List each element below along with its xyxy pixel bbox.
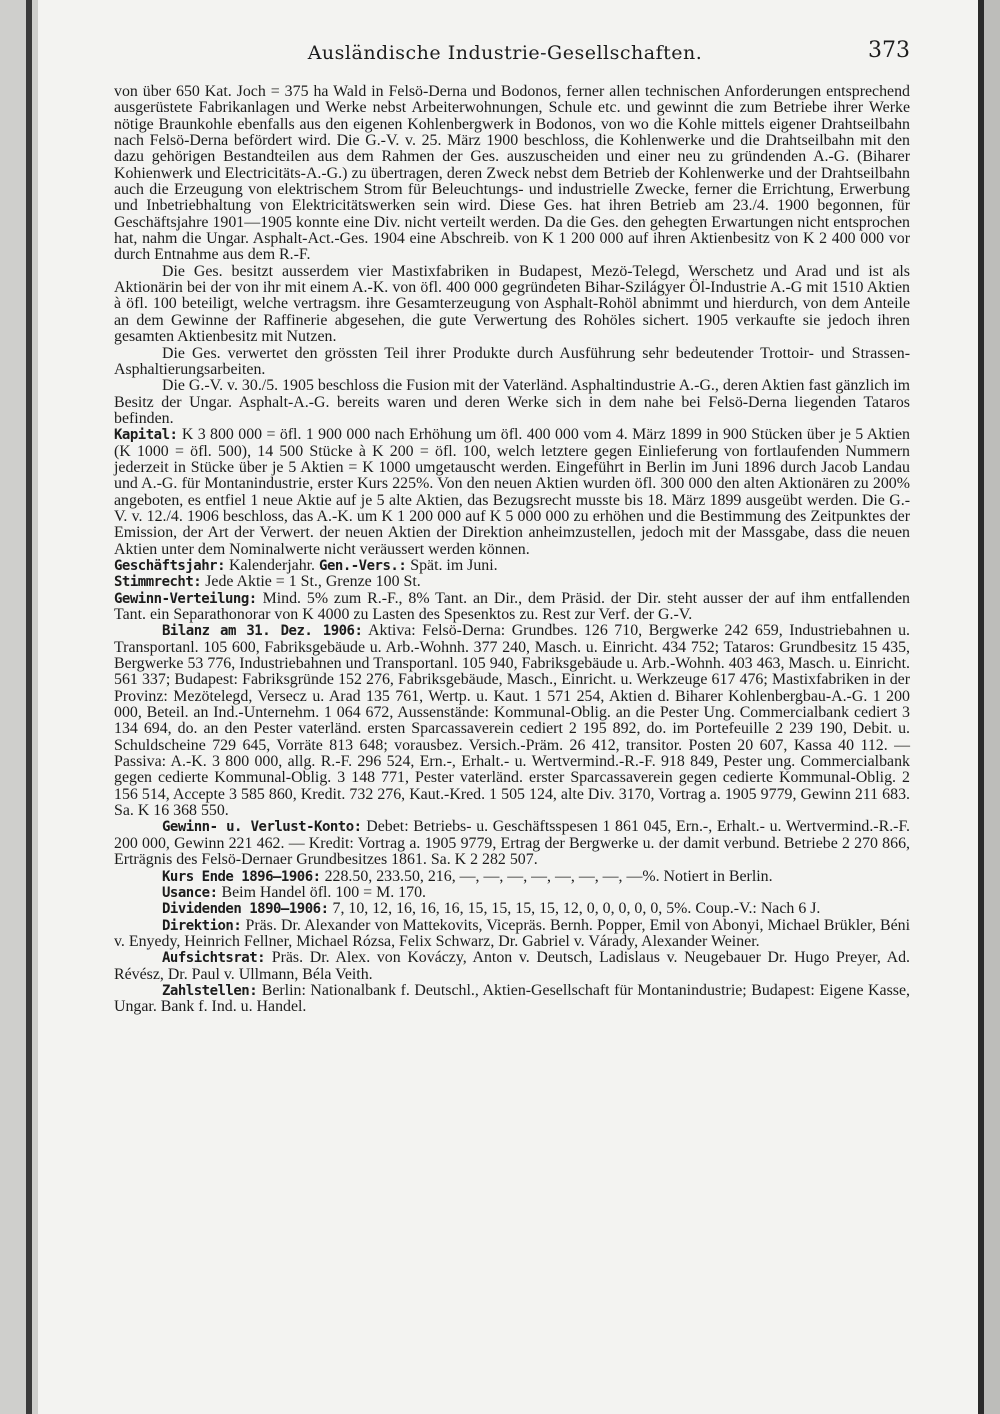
label-guv: Gewinn- u. Verlust-Konto: <box>162 819 362 836</box>
text-dividenden: 7, 10, 12, 16, 16, 16, 15, 15, 15, 15, 12, 0, 0, 0, 0, 0, 5%. Coup.-V.: Nach 6 J. <box>332 900 821 918</box>
label-zahlstellen: Zahlstellen: <box>162 982 258 999</box>
paragraph-fusion: Die G.-V. v. 30./5. 1905 beschloss die Fusion mit der Vaterländ. Asphaltindustrie A.-G., deren Aktien fast gänzlich im Besitz der Ungar. Asphalt-A.-G. bereits waren und deren Werke sich in dem nahe bei Felsö-Derna liegenden Tataros befinden. <box>114 377 910 427</box>
text-gewinnverteilung: Mind. 5% zum R.-F., 8% Tant. an Dir., dem Präsid. der Dir. steht ausser der auf ihm entfallenden Tant. ein Separathonorar von K 4000 zu Lasten des Spesenktos zu. Rest zur Verf. der G.-V. <box>114 589 910 623</box>
running-title: Ausländische Industrie-Gesellschaften. <box>307 42 703 64</box>
label-gewinnverteilung: Gewinn-Verteilung: <box>114 590 257 607</box>
text-zahlstellen: Berlin: Nationalbank f. Deutschl., Aktien-Gesellschaft für Montanindustrie; Budapest: Eigene Kasse, Ungar. Bank f. Ind. u. Handel. <box>114 981 910 1016</box>
text-direktion: Präs. Dr. Alexander von Mattekovits, Vicepräs. Bernh. Popper, Emil von Abonyi, Michael Brükler, Béni v. Enyedy, Heinrich Fellner, Michael Rózsa, Felix Schwarz, Dr. Gabriel v. Várady, Alexander Weiner. <box>114 916 910 950</box>
section-usance <box>114 885 910 901</box>
text-usance: Beim Handel öfl. 100 = M. 170. <box>221 883 426 901</box>
document-body <box>114 84 910 1016</box>
section-kurs <box>114 869 910 885</box>
section-direktion <box>114 918 910 951</box>
section-geschaeftsjahr <box>114 558 910 574</box>
scan-left-edge <box>0 0 38 1414</box>
paragraph-mastixfabriken: Die Ges. besitzt ausserdem vier Mastixfabriken in Budapest, Mezö-Telegd, Werschetz und Arad und ist als Aktionärin bei der von ihr mit einem A.-K. von öfl. 400 000 gegründeten Bihar-Szilágyer Öl-Industrie A.-G mit 1510 Aktien à öfl. 100 beteiligt, welche vertragsm. ihre Gesamterzeugung von Asphalt-Rohöl abnimmt und hierdurch, von dem Anteile an dem Gewinne der Raffinerie abgesehen, die gute Verwertung des Rohöles sichert. 1905 verkaufte sie jedoch ihren gesamten Aktienbesitz mit Nutzen. <box>114 262 910 346</box>
text-aufsichtsrat: Präs. Dr. Alex. von Kováczy, Anton v. Deutsch, Ladislaus v. Neugebauer Dr. Hugo Preyer, Ad. Révész, Dr. Paul v. Ullmann, Béla Veith. <box>114 949 910 983</box>
text-geschaeftsjahr: Kalenderjahr. <box>229 556 316 574</box>
scan-right-edge <box>978 0 1000 1414</box>
label-dividenden: Dividenden 1890—1906: <box>162 901 329 918</box>
text-kapital: K 3 800 000 = öfl. 1 900 000 nach Erhöhung um öfl. 400 000 vom 4. März 1899 in 900 Stücken über je 5 Aktien (K 1000 = öfl. 500), 14 500 Stücke à K 200 = öfl. 100, welch letztere gegen Einlieferung von fortlaufenden Nummern jederzeit in Stücke über je 5 Aktien = K 1000 umgetauscht werden. Eingeführt in Berlin im Juni 1896 durch Jacob Landau und A.-G. für Montanindustrie, erster Kurs 225%. Von den neuen Aktien wurden öfl. 300 000 den alten Aktionären zu 200% angeboten, es entfiel 1 neue Aktie auf je 5 alte Aktien, das Bezugsrecht musste bis 18. März 1899 ausgeübt werden. Die G.-V. v. 12./4. 1906 beschloss, das A.-K. um K 1 200 000 auf K 5 000 000 zu erhöhen und die Bestimmung des Zeitpunktes der Emission, der Art der Verwert. der neuen Aktien der Direktion anheimzustellen, jedoch mit der Massgabe, dass die neuen Aktien unter dem Nominalwerte nicht veräussert werden können. <box>114 426 910 558</box>
label-direktion: Direktion: <box>162 917 242 934</box>
section-bilanz <box>114 623 910 819</box>
section-kapital <box>114 427 910 558</box>
page-number: 373 <box>868 38 910 63</box>
text-genvers: Spät. im Juni. <box>410 556 498 574</box>
text-bilanz: Aktiva: Felsö-Derna: Grundbes. 126 710, Bergwerke 242 659, Industriebahnen u. Transportanl. 105 600, Fabriksgebäude u. Arb.-Wohnh. 377 240, Masch. u. Einricht. 434 752; Tataros: Grundbesitz 15 435, Bergwerke 53 776, Industriebahnen und Transportanl. 105 940, Fabriksgebäude u. Arb.-Wohnh. 403 463, Masch. u. Einricht. 561 337; Budapest: Fabriksgründe 152 276, Fabriksgebäude, Masch., Einricht. u. Werkzeuge 617 476; Mastixfabriken in der Provinz: Mezötelegd, Versecz u. Arad 135 761, Wertp. u. Kaut. 1 571 254, Aktien d. Biharer Kohlenbergbau-A.-G. 1 200 000, Beteil. an Ind.-Unternehm. 1 064 672, Aussenstände: Kommunal-Oblig. an die Pester Ung. Commercialbank cediert 3 134 694, do. an den Pester vaterländ. ersten Sparcassaverein cediert 2 195 892, do. im Portefeuille 2 239 190, Debit. u. Schuldscheine 729 645, Vorräte 813 648; vorausbez. Versich.-Präm. 26 412, transitor. Posten 20 607, Kassa 40 112. — Passiva: A.-K. 3 800 000, allg. R.-F. 296 524, Ern.-, Erhalt.- u. Wertvermind.-R.-F. 918 849, Pester ung. Commercialbank gegen cedierte Kommunal-Oblig. 3 148 771, Pester vaterländ. erster Sparcassaverein gegen cedierte Kommunal-Oblig. 2 156 514, Accepte 3 585 860, Kredit. 732 276, Kaut.-Kred. 1 505 124, alte Div. 3170, Vortrag a. 1905 9779, Gewinn 211 683. Sa. K 16 368 550. <box>114 622 910 820</box>
section-aufsichtsrat <box>114 950 910 983</box>
section-zahlstellen <box>114 983 910 1016</box>
label-kurs: Kurs Ende 1896—1906: <box>162 868 321 885</box>
label-stimmrecht: Stimmrecht: <box>114 574 202 591</box>
page-header <box>100 38 910 78</box>
label-geschaeftsjahr: Geschäftsjahr: <box>114 557 226 574</box>
section-stimmrecht <box>114 574 910 590</box>
text-guv: Debet: Betriebs- u. Geschäftsspesen 1 861 045, Ern.-, Erhalt.- u. Wertvermind.-R.-F. 200 000, Gewinn 221 462. — Kredit: Vortrag a. 1905 9779, Ertrag der Bergwerke u. der damit verbund. Betriebe 2 270 866, Erträgnis des Felsö-Dernaer Grundbesitzes 1861. Sa. K 2 282 507. <box>114 818 910 869</box>
text-kurs: 228.50, 233.50, 216, —, —, —, —, —, —, —, —%. Notiert in Berlin. <box>324 867 773 885</box>
section-dividenden <box>114 901 910 917</box>
section-gewinnverteilung <box>114 591 910 624</box>
section-guv <box>114 819 910 868</box>
text-stimmrecht: Jede Aktie = 1 St., Grenze 100 St. <box>205 573 421 591</box>
label-bilanz: Bilanz am 31. Dez. 1906: <box>162 623 363 640</box>
label-usance: Usance: <box>162 884 218 901</box>
label-aufsichtsrat: Aufsichtsrat: <box>162 950 266 967</box>
paragraph-produkte: Die Ges. verwertet den grössten Teil ihrer Produkte durch Ausführung sehr bedeutender Trottoir- und Strassen-Asphaltierungsarbeiten. <box>114 344 910 378</box>
label-kapital: Kapital: <box>114 427 178 444</box>
label-genvers: Gen.-Vers.: <box>319 557 407 574</box>
intro-paragraph: von über 650 Kat. Joch = 375 ha Wald in Felsö-Derna und Bodonos, ferner allen technischen Anforderungen entsprechend ausgerüstete Fabrikanlagen und Werke nebst Arbeiterwohnungen, Schule etc. und gewinnt die zum Betriebe ihrer Werke nötige Braunkohle ebenfalls aus den eigenen Kohlenbergwerk in Bodonos, von wo die Kohle mittels eigener Drahtseilbahn nach Felsö-Derna befördert wird. Die G.-V. v. 25. März 1900 beschloss, die Kohlenwerke und die Drahtseilbahn mit den dazu gehörigen Bestandteilen aus dem Rahmen der Ges. auszuscheiden und einer neu zu gründenden A.-G. (Biharer Kohienwerk und Electricitäts-A.-G.) zu übertragen, deren Zweck nebst dem Betrieb der Kohlenwerke und der Drahtseilbahn auch die Erzeugung von elektrischem Strom für Beleuchtungs- und industrielle Zwecke, ferner die Errichtung, Erwerbung und Inbetriebhaltung von Elektricitätswerken sein wird. Diese Ges. hat ihren Betrieb am 23./4. 1900 begonnen, für Geschäftsjahre 1901—1905 konnte eine Div. nicht verteilt werden. Da die Ges. den gehegten Erwartungen nicht entsprochen hat, nahm die Ungar. Asphalt-Act.-Ges. 1904 eine Abschreib. von K 1 200 000 auf ihren Aktienbesitz von K 2 400 000 vor durch Entnahme aus dem R.-F. <box>114 83 910 264</box>
